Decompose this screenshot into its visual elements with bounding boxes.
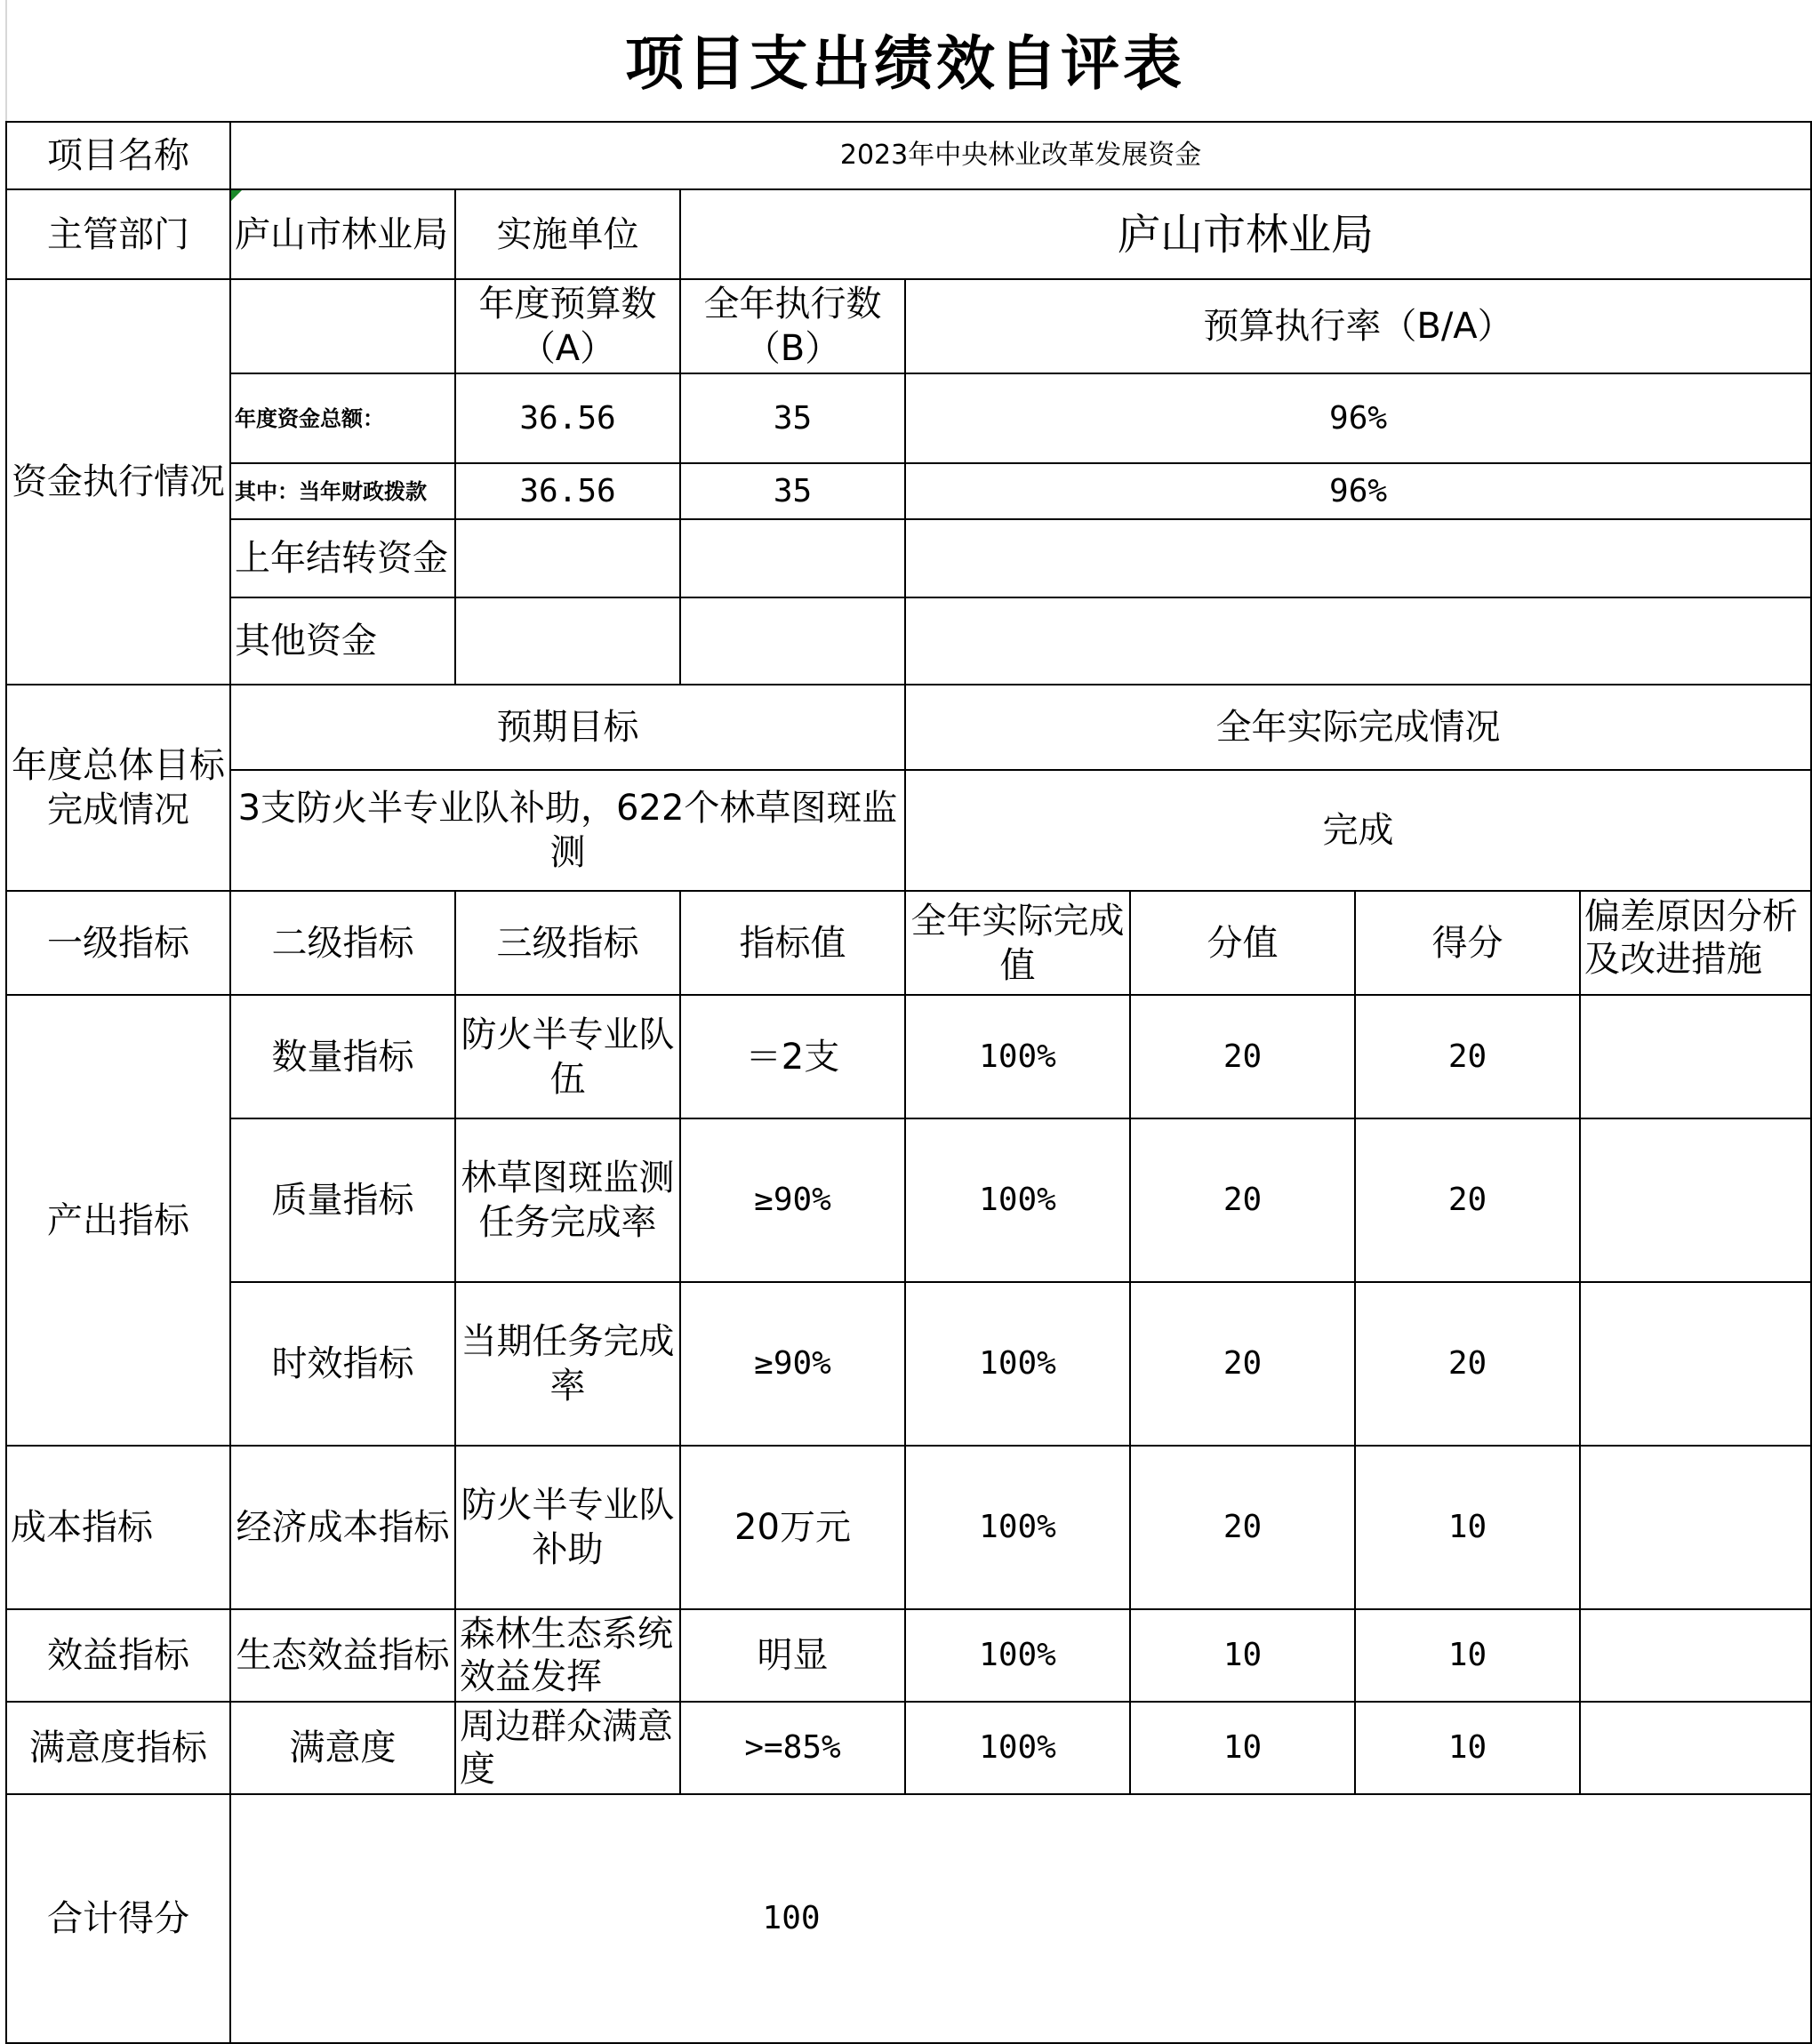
expected-goal-text[interactable]: 3支防火半专业队补助，622个林草图斑监测 (230, 770, 905, 891)
indicator-value[interactable]: >=85% (680, 1702, 905, 1794)
indicator-actual[interactable]: 100% (905, 1282, 1130, 1446)
indicator-l2: 时效指标 (230, 1282, 455, 1446)
indicator-reason[interactable] (1580, 1282, 1811, 1446)
funds-exec-cell[interactable]: 35 (680, 373, 905, 463)
benefit-label: 效益指标 (6, 1609, 230, 1702)
actual-goal-header: 全年实际完成情况 (905, 685, 1811, 770)
funds-label: 资金执行情况 (6, 279, 230, 685)
indicator-header-row (6, 891, 1811, 995)
indicator-score[interactable]: 20 (1355, 995, 1580, 1118)
funds-exec-cell[interactable] (680, 519, 905, 597)
project-name-label: 项目名称 (6, 122, 230, 189)
funds-row-fiscal (6, 463, 1811, 519)
indicator-l2: 数量指标 (230, 995, 455, 1118)
indicator-score[interactable]: 10 (1355, 1446, 1580, 1609)
funds-budget-cell[interactable]: 36.56 (455, 373, 680, 463)
indicator-value[interactable]: ≥90% (680, 1118, 905, 1282)
indicator-weight[interactable]: 20 (1130, 1118, 1355, 1282)
indicator-row (6, 1282, 1811, 1446)
indicator-reason[interactable] (1580, 1446, 1811, 1609)
indicator-value[interactable]: ≥90% (680, 1282, 905, 1446)
funds-budget-cell[interactable]: 36.56 (455, 463, 680, 519)
cell-comment-marker (231, 190, 242, 201)
funds-row-carryover (6, 519, 1811, 597)
indicator-l2: 质量指标 (230, 1118, 455, 1282)
indicator-weight[interactable]: 10 (1130, 1609, 1355, 1702)
indicator-reason[interactable] (1580, 1609, 1811, 1702)
header-reason: 偏差原因分析及改进措施 (1580, 891, 1811, 995)
indicator-actual[interactable]: 100% (905, 1118, 1130, 1282)
indicator-l3: 森林生态系统效益发挥 (455, 1609, 680, 1702)
funds-row-label: 上年结转资金 (230, 519, 455, 597)
header-actual: 全年实际完成值 (905, 891, 1130, 995)
goal-label: 年度总体目标完成情况 (6, 685, 230, 891)
header-l2: 二级指标 (230, 891, 455, 995)
funds-row-label: 年度资金总额： (230, 373, 455, 463)
department-row (6, 189, 1811, 279)
col-exec-header: 全年执行数（B） (680, 279, 905, 373)
indicator-actual[interactable]: 100% (905, 1702, 1130, 1794)
goal-content-row (6, 770, 1811, 891)
total-value[interactable]: 100 (230, 1794, 1811, 2043)
project-name-value[interactable]: 2023年中央林业改革发展资金 (230, 122, 1811, 189)
header-value: 指标值 (680, 891, 905, 995)
actual-goal-text[interactable]: 完成 (905, 770, 1811, 891)
indicator-weight[interactable]: 20 (1130, 1282, 1355, 1446)
dept-text: 庐山市林业局 (235, 213, 448, 255)
indicator-score[interactable]: 20 (1355, 1282, 1580, 1446)
funds-row-other (6, 597, 1811, 685)
indicator-weight[interactable]: 10 (1130, 1702, 1355, 1794)
indicator-l2: 满意度 (230, 1702, 455, 1794)
header-l1: 一级指标 (6, 891, 230, 995)
funds-row-label: 其他资金 (230, 597, 455, 685)
indicator-row (6, 995, 1811, 1118)
performance-table (5, 121, 1812, 2044)
indicator-value[interactable]: ＝2支 (680, 995, 905, 1118)
indicator-score[interactable]: 10 (1355, 1702, 1580, 1794)
indicator-actual[interactable]: 100% (905, 995, 1130, 1118)
cost-label: 成本指标 (6, 1446, 230, 1609)
indicator-score[interactable]: 10 (1355, 1609, 1580, 1702)
indicator-actual[interactable]: 100% (905, 1609, 1130, 1702)
indicator-l3: 防火半专业队伍 (455, 995, 680, 1118)
indicator-weight[interactable]: 20 (1130, 995, 1355, 1118)
page-title: 项目支出绩效自评表 (625, 28, 1185, 98)
output-label: 产出指标 (6, 995, 230, 1446)
funds-budget-cell[interactable] (455, 519, 680, 597)
indicator-score[interactable]: 20 (1355, 1118, 1580, 1282)
indicator-reason[interactable] (1580, 1702, 1811, 1794)
dept-value[interactable] (230, 189, 455, 279)
col-budget-header: 年度预算数（A） (455, 279, 680, 373)
funds-rate-cell[interactable]: 96% (905, 463, 1811, 519)
indicator-value[interactable]: 20万元 (680, 1446, 905, 1609)
satisfaction-label: 满意度指标 (6, 1702, 230, 1794)
funds-row-label: 其中：当年财政拨款 (230, 463, 455, 519)
funds-exec-cell[interactable] (680, 597, 905, 685)
impl-value[interactable]: 庐山市林业局 (680, 189, 1811, 279)
dept-label: 主管部门 (6, 189, 230, 279)
indicator-reason[interactable] (1580, 995, 1811, 1118)
indicator-l3: 防火半专业队补助 (455, 1446, 680, 1609)
indicator-row (6, 1118, 1811, 1282)
indicator-weight[interactable]: 20 (1130, 1446, 1355, 1609)
indicator-row (6, 1702, 1811, 1794)
indicator-row (6, 1446, 1811, 1609)
indicator-l3: 林草图斑监测任务完成率 (455, 1118, 680, 1282)
total-label: 合计得分 (6, 1794, 230, 2043)
indicator-l2: 生态效益指标 (230, 1609, 455, 1702)
funds-rate-cell[interactable] (905, 597, 1811, 685)
indicator-l3: 当期任务完成率 (455, 1282, 680, 1446)
impl-label: 实施单位 (455, 189, 680, 279)
funds-header-row (6, 279, 1811, 373)
goal-header-row (6, 685, 1811, 770)
funds-exec-cell[interactable]: 35 (680, 463, 905, 519)
header-score: 得分 (1355, 891, 1580, 995)
funds-rate-cell[interactable]: 96% (905, 373, 1811, 463)
indicator-reason[interactable] (1580, 1118, 1811, 1282)
header-weight: 分值 (1130, 891, 1355, 995)
funds-row-total (6, 373, 1811, 463)
project-name-row (6, 122, 1811, 189)
header-l3: 三级指标 (455, 891, 680, 995)
funds-blank-cell (230, 279, 455, 373)
indicator-actual[interactable]: 100% (905, 1446, 1130, 1609)
expected-goal-header: 预期目标 (230, 685, 905, 770)
total-row (6, 1794, 1811, 2043)
indicator-row (6, 1609, 1811, 1702)
funds-rate-cell[interactable] (905, 519, 1811, 597)
col-rate-header: 预算执行率（B/A） (905, 279, 1811, 373)
indicator-l2: 经济成本指标 (230, 1446, 455, 1609)
indicator-value[interactable]: 明显 (680, 1609, 905, 1702)
indicator-l3: 周边群众满意度 (455, 1702, 680, 1794)
funds-budget-cell[interactable] (455, 597, 680, 685)
